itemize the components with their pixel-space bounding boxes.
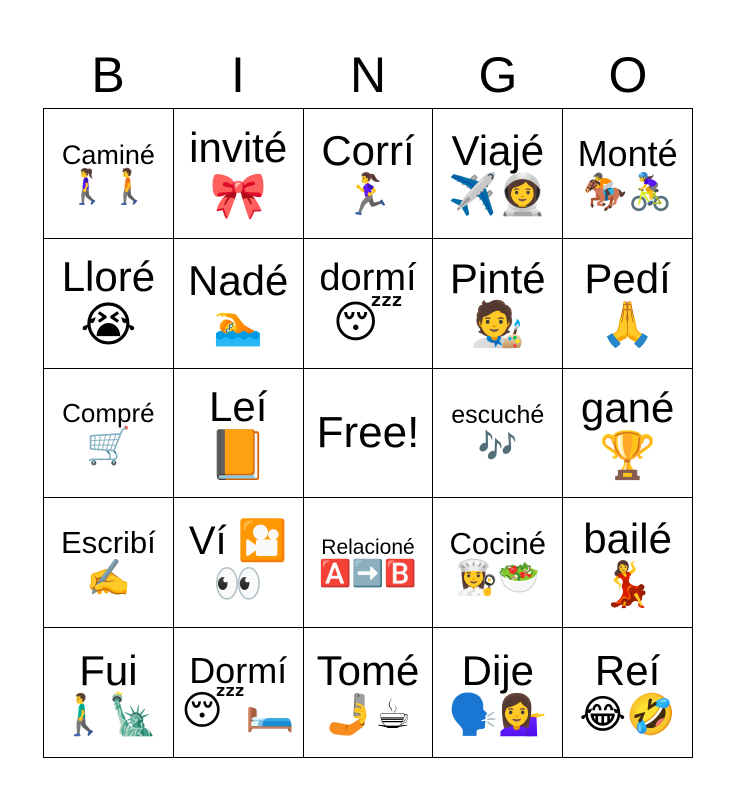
cell-word: Corrí	[321, 127, 415, 175]
bingo-board	[43, 108, 693, 758]
bingo-cell-5-2[interactable]	[174, 628, 304, 758]
bingo-cell-1-1[interactable]	[44, 109, 174, 239]
cell-emoji-icon: 🏆	[598, 427, 657, 482]
cell-word: Caminé	[61, 139, 155, 170]
cell-word: Lloré	[61, 252, 156, 300]
cell-word: Reí	[594, 646, 661, 694]
cell-emoji-icon: 😭	[80, 296, 137, 353]
bingo-cell-2-4[interactable]	[433, 239, 563, 369]
cell-word: Ví 🎦	[188, 518, 288, 563]
free-space-label: Free!	[316, 407, 420, 457]
cell-word: Cociné	[449, 525, 547, 561]
cell-emoji-icon: 😴	[332, 296, 404, 348]
header-letter-n: N	[349, 47, 387, 103]
bingo-cell-3-4[interactable]	[433, 369, 563, 499]
cell-word: bailé	[583, 514, 672, 562]
cell-emoji-icon: 🗣️💁‍♀️	[447, 691, 548, 738]
bingo-cell-5-3[interactable]	[304, 628, 434, 758]
cell-emoji-icon: 🤳☕	[325, 691, 411, 738]
cell-word: dormí	[319, 257, 417, 300]
bingo-cell-3-1[interactable]	[44, 369, 174, 499]
bingo-cell-5-5[interactable]	[563, 628, 693, 758]
cell-emoji-icon: 🎶	[477, 426, 518, 465]
cell-word: Pedí	[584, 254, 671, 302]
bingo-cell-5-4[interactable]	[433, 628, 563, 758]
cell-word: Compré	[62, 397, 155, 428]
cell-emoji-icon: 🏇🚴‍♀️	[582, 171, 673, 213]
bingo-cell-5-1[interactable]	[44, 628, 174, 758]
cell-emoji-icon: 🛒	[85, 425, 131, 467]
header-letter-b: B	[91, 47, 125, 103]
cell-emoji-icon: ✈️👩‍🚀	[447, 172, 548, 219]
cell-word: Tomé	[316, 646, 420, 694]
bingo-header	[43, 42, 693, 108]
cell-word: Escribí	[61, 524, 156, 560]
cell-emoji-icon: 🚶‍♀️🚶	[66, 166, 151, 207]
bingo-cell-4-3[interactable]	[304, 498, 434, 628]
cell-word: gané	[580, 383, 675, 431]
cell-word: Monté	[577, 132, 678, 174]
bingo-cell-2-3[interactable]	[304, 239, 434, 369]
bingo-cell-3-2[interactable]	[174, 369, 304, 499]
header-letter-i: I	[231, 47, 245, 103]
bingo-cell-2-2[interactable]	[174, 239, 304, 369]
cell-emoji-icon: 🚶‍♂️🗽	[58, 691, 159, 738]
cell-word: Dormí	[189, 649, 288, 691]
cell-emoji-icon: ✍️	[85, 558, 131, 600]
bingo-cell-4-1[interactable]	[44, 498, 174, 628]
bingo-cell-2-1[interactable]	[44, 239, 174, 369]
cell-emoji-icon: 🧑‍🎨	[470, 299, 526, 351]
bingo-cell-2-5[interactable]	[563, 239, 693, 369]
cell-word: Dije	[461, 646, 534, 694]
header-letter-g: G	[478, 47, 518, 103]
cell-emoji-icon: 💃	[600, 558, 655, 610]
bingo-cell-1-5[interactable]	[563, 109, 693, 239]
bingo-cell-4-2[interactable]	[174, 498, 304, 628]
cell-word: invité	[189, 124, 288, 172]
cell-word: Fui	[79, 646, 138, 694]
free-space[interactable]	[304, 369, 434, 499]
cell-emoji-icon: 🙏	[600, 299, 655, 351]
bingo-cell-3-5[interactable]	[563, 369, 693, 499]
cell-emoji-icon: 👩‍🍳🥗	[455, 558, 541, 599]
cell-emoji-icon: 🅰️➡️🅱️	[319, 558, 417, 589]
cell-word: Pinté	[449, 254, 546, 302]
cell-emoji-icon: 😴🛏️	[181, 688, 296, 735]
cell-word: Relacioné	[321, 536, 415, 560]
cell-emoji-icon: 👀	[213, 560, 264, 607]
bingo-cell-1-3[interactable]	[304, 109, 434, 239]
cell-emoji-icon: 🎀	[209, 168, 267, 223]
cell-emoji-icon: 🏊	[213, 302, 264, 349]
cell-emoji-icon: 📙	[208, 426, 269, 483]
header-letter-o: O	[608, 47, 648, 103]
cell-word: Nadé	[187, 257, 289, 305]
bingo-cell-1-4[interactable]	[433, 109, 563, 239]
cell-word: escuché	[451, 401, 545, 430]
cell-emoji-icon: 🏃‍♀️	[343, 172, 393, 219]
cell-word: Viajé	[451, 127, 545, 175]
bingo-cell-4-5[interactable]	[563, 498, 693, 628]
cell-emoji-icon: 😂🤣	[579, 691, 676, 738]
bingo-cell-4-4[interactable]	[433, 498, 563, 628]
bingo-cell-1-2[interactable]	[174, 109, 304, 239]
cell-word: Leí	[209, 382, 268, 430]
